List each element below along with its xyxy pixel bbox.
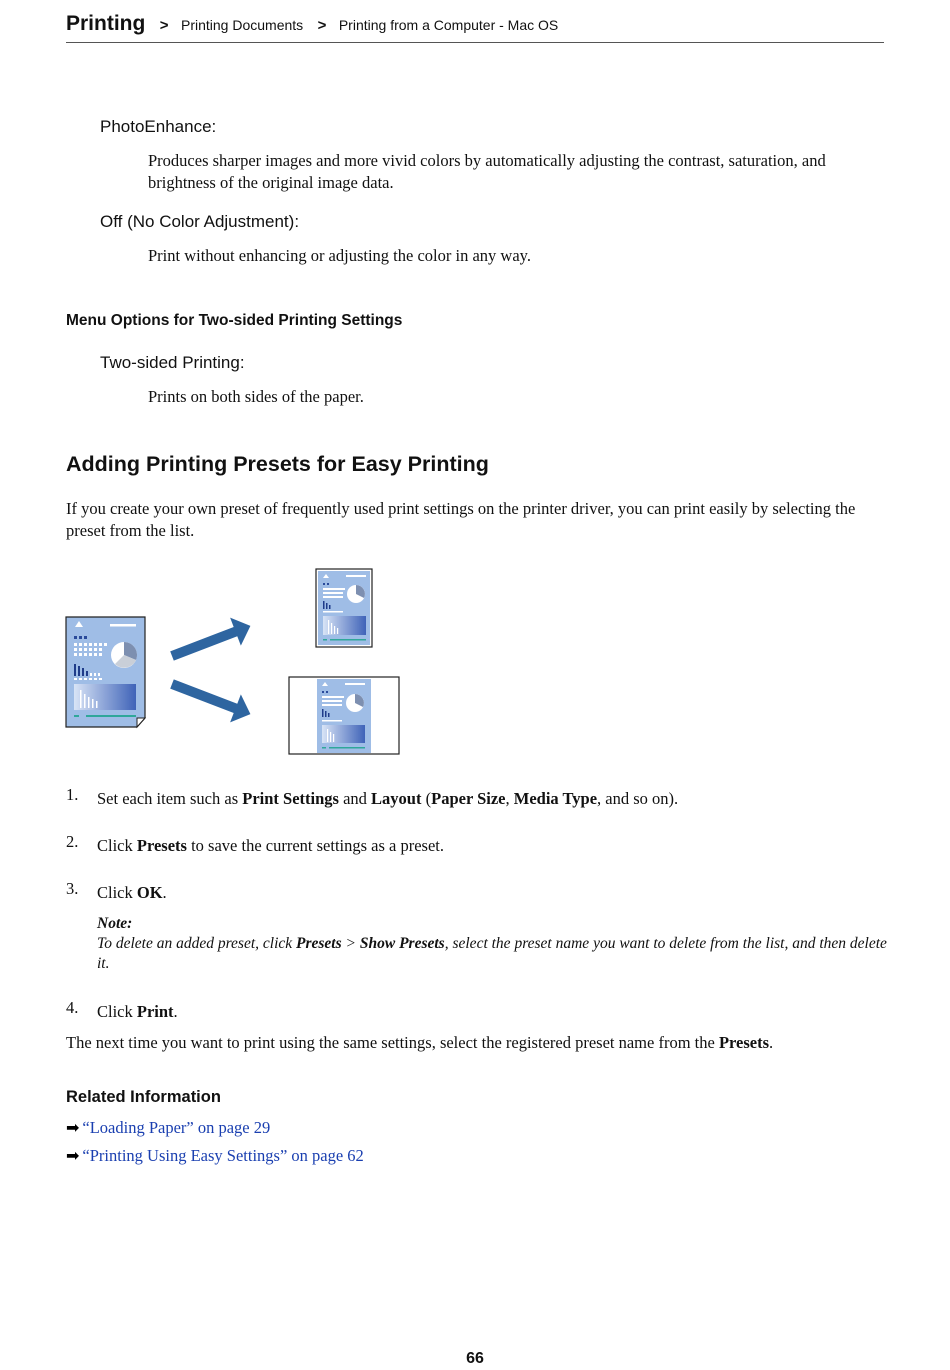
term-photoenhance: PhotoEnhance: — [100, 117, 217, 136]
page-number: 66 — [466, 1350, 484, 1367]
related-link-item — [66, 1118, 270, 1138]
desc-off-no-color-adjustment: Print without enhancing or adjusting the color in any way. — [148, 246, 531, 265]
step-4-text: Click Print. — [97, 1002, 178, 1021]
heading-two-sided-menu: Menu Options for Two-sided Printing Settings — [66, 312, 403, 329]
arrow-right-icon: ➡ — [66, 1118, 80, 1137]
small-document-landscape-icon — [289, 677, 399, 754]
page-header — [66, 10, 884, 43]
term-off-no-color-adjustment: Off (No Color Adjustment): — [100, 212, 300, 231]
arrow-up-right-icon — [167, 612, 256, 670]
step-3-text: Click OK. — [97, 883, 167, 902]
breadcrumb-root[interactable]: Printing — [66, 12, 146, 35]
section-title-presets: Adding Printing Presets for Easy Printing — [66, 452, 489, 476]
step-number: 1. — [66, 785, 79, 804]
breadcrumb-separator: > — [317, 17, 327, 34]
breadcrumb-item-mac-os[interactable]: Printing from a Computer - Mac OS — [338, 17, 559, 33]
step-2-text: Click Presets to save the current settings as a preset. — [97, 836, 445, 855]
arrow-right-icon: ➡ — [66, 1146, 80, 1165]
step-number: 2. — [66, 832, 79, 851]
source-document-icon — [66, 617, 145, 727]
step-number: 3. — [66, 879, 79, 898]
arrow-down-right-icon — [167, 670, 256, 728]
step-number: 4. — [66, 998, 79, 1017]
small-document-portrait-icon — [316, 569, 372, 647]
link-printing-easy-settings[interactable]: “Printing Using Easy Settings” on page 62 — [82, 1146, 364, 1165]
breadcrumb-separator: > — [159, 17, 169, 34]
note-box — [97, 914, 887, 974]
desc-two-sided-printing: Prints on both sides of the paper. — [148, 387, 364, 406]
step-1-text: Set each item such as Print Settings and Layout (Paper Size, Media Type, and so on). — [97, 789, 679, 808]
note-text: To delete an added preset, click Presets > Show Presets, select the preset name you want to delete from the list, and then delete it. — [97, 935, 887, 972]
note-label: Note: — [97, 915, 133, 932]
desc-photoenhance: Produces sharper images and more vivid colors by automatically adjusting the contrast, saturation, and brightness of the original image data. — [148, 151, 826, 192]
related-link-item — [66, 1146, 364, 1166]
presets-intro: If you create your own preset of frequently used print settings on the printer driver, you can print easily by selecting the preset from the list. — [66, 499, 856, 540]
term-two-sided-printing: Two-sided Printing: — [100, 353, 245, 372]
breadcrumb-item-printing-documents[interactable]: Printing Documents — [181, 17, 304, 33]
breadcrumb — [66, 12, 558, 36]
related-info-heading: Related Information — [66, 1088, 221, 1106]
link-loading-paper[interactable]: “Loading Paper” on page 29 — [82, 1118, 271, 1137]
closing-paragraph: The next time you want to print using the same settings, select the registered preset name from the Presets. — [66, 1033, 774, 1052]
presets-illustration — [60, 564, 410, 760]
